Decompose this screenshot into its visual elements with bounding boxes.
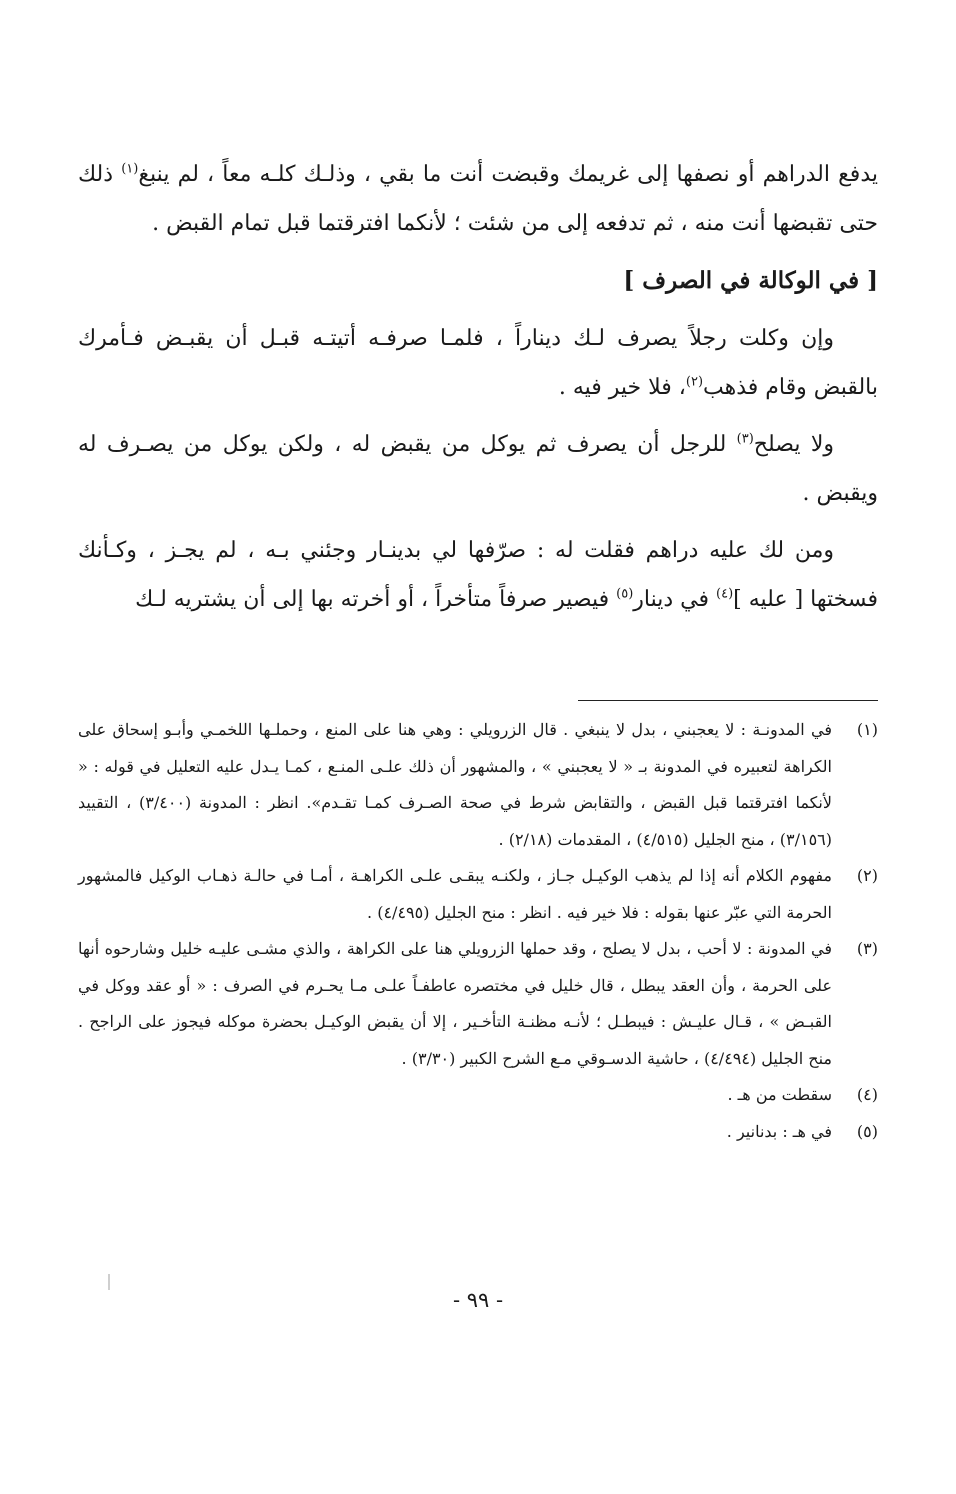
footnote-ref-2: (٢) (685, 374, 704, 390)
page-number: - ٩٩ - (452, 1288, 504, 1312)
footnote-number: (٥) (856, 1121, 878, 1141)
section-heading: [ في الوكالة في الصرف ] (623, 267, 878, 294)
footnote-text: في هـ : بدنانير . (726, 1121, 832, 1141)
paragraph-1: يدفع الدراهم أو نصفها إلى غريمك وقبضت أنت ما بقي ، وذلـك كلـه معاً ، لم ينبغ$^{(١)}$ ذلك حتى تقبضها أنت منه ، ثم تدفعه إلى من شئت ؛ لأنكما افترقتما قبل تمام القبض . (78, 161, 878, 236)
footnote-number: (١) (856, 720, 878, 739)
paragraph-2: وإن وكلت رجلاً يصرف لـك ديناراً ، فلمـا صرفـه أتيتـه قبـل أن يقبـض فـأمرك بالقبض وقام فذهب$^{(٢)}$، فلا خير فيه . (78, 326, 878, 400)
footnote-text: سقطت من هـ . (727, 1085, 832, 1104)
footnote-number: (٢) (856, 866, 878, 885)
footnote-3 (78, 931, 878, 1077)
footnote-text: مفهوم الكلام أنه إذا لم يذهب الوكيـل جـاز ، ولكنـه يبقـى علـى الكراهـة ، أمـا في حالـة ذهـاب الوكيل فالمشهور الحرمة التي عبّر عنها بقوله : فلا خير فيه . انظر : منح الجليل (٤/٤٩٥) . (78, 866, 832, 922)
footnote-ref-4: (٤) (716, 586, 734, 602)
main-text-block (78, 150, 878, 632)
body-text (78, 150, 878, 624)
footnote-ref-5: (٥) (616, 586, 634, 602)
footnotes-block (78, 712, 878, 1150)
footnote-5 (78, 1114, 878, 1151)
footnote-4 (78, 1077, 878, 1114)
footnote-ref-1: (١) (121, 161, 139, 177)
paragraph-3: ولا يصلح$^{(٣)}$ للرجل أن يصرف ثم يوكل من يقبض له ، ولكن يوكل من يصـرف له ويقبض . (78, 431, 878, 506)
footnote-text: في المدونـة : لا يعجبني ، بدل لا ينبغي . قال الزرويلي : وهي هنا على المنع ، وحملـها اللخمـي وأبـو إسحاق على الكراهة لتعبيره في المدونة بـ « لا يعجبني » ، والمشهور أن ذلك علـى المنـع ، كمـا يـدل عليه التعليل في قوله : « لأنكما افترقتما قبل القبض ، والتقابض شرط في صحة الصـرف كمـا تقـدم». انظر : المدونة (٣/٤٠٠) ، التقييد (٣/١٥٦) ، منح الجليل (٤/٥١٥) ، المقدمات (٢/١٨) . (78, 720, 832, 849)
footnote-1 (78, 712, 878, 858)
footnote-ref-3: (٣) (736, 431, 754, 447)
footnote-separator (578, 700, 878, 701)
footnote-2 (78, 858, 878, 931)
paragraph-4: ومن لك عليه دراهم فقلت له : صرّفها لي بدينـار وجئني بـه ، لم يجـز ، وكـأنك فسختها [ عليه ]$^{(٤)}$ في دينار$^{(٥)}$ فيصير صرفاً متأخراً ، أو أخرته بها إلى أن يشتريه لـك (78, 538, 878, 612)
footnote-number: (٣) (856, 939, 878, 958)
footnote-text: في المدونة : لا أحب ، بدل لا يصلح ، وقد حملها الزرويلي هنا على الكراهة ، والذي مشـى عليـه خليل وشارحوه أنها على الحرمة ، وأن العقد يبطل ، قال خليل في مختصره عاطفـاً علـى مـا يحـرم في الصرف : « أو عقد ووكل في القبـض » ، قـال عليـش : فيبطـل ؛ لأنـه مظنـة التأخـير ، إلا أن يقبض الوكيـل بحضرة موكله فيجوز على الراجح . منح الجليل (٤/٤٩٤) ، حاشية الدسـوقي مـع الشرح الكبير (٣/٣٠) . (78, 939, 833, 1068)
footnote-number: (٤) (856, 1085, 878, 1104)
